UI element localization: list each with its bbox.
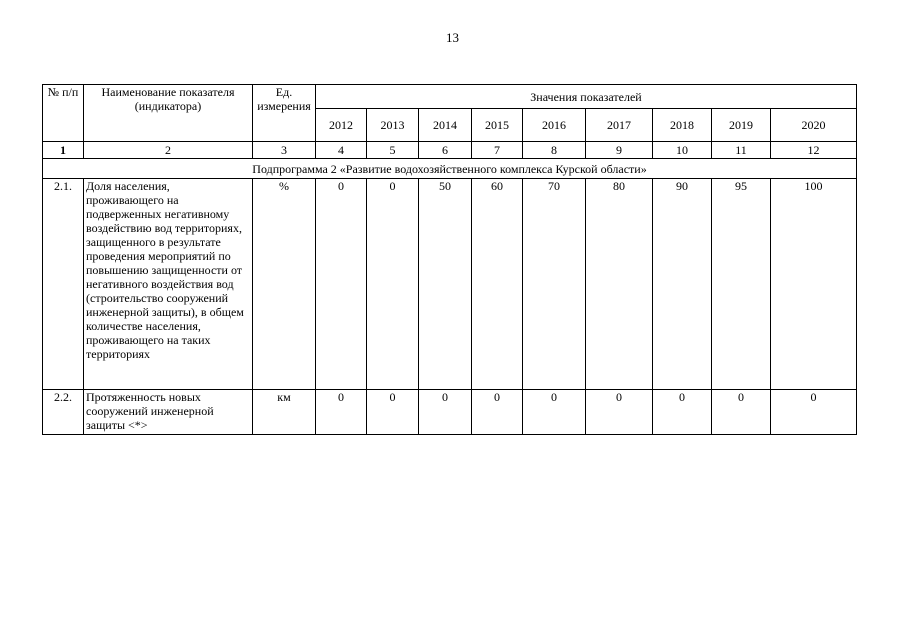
column-number: 10 [653,142,712,159]
value-cell: 0 [367,179,419,390]
header-year: 2019 [712,109,771,142]
header-year: 2018 [653,109,712,142]
subprogram-title: Подпрограмма 2 «Развитие водохозяйственного комплекса Курской области» [43,159,857,179]
row-number: 2.1. [43,179,84,390]
column-number: 4 [316,142,367,159]
value-cell: 50 [419,179,472,390]
value-cell: 0 [712,390,771,435]
indicators-table [42,84,857,435]
column-number: 11 [712,142,771,159]
value-cell: 0 [586,390,653,435]
value-cell: 100 [771,179,857,390]
value-cell: 80 [586,179,653,390]
table-row [43,390,857,435]
header-values-group: Значения показателей [316,85,857,109]
value-cell: 90 [653,179,712,390]
unit-cell: % [253,179,316,390]
header-year: 2020 [771,109,857,142]
value-cell: 0 [523,390,586,435]
column-number: 2 [84,142,253,159]
value-cell: 70 [523,179,586,390]
column-number: 6 [419,142,472,159]
column-number: 12 [771,142,857,159]
column-number: 8 [523,142,586,159]
header-col-num: № п/п [43,85,84,142]
column-number: 9 [586,142,653,159]
indicator-name: Доля населения, проживающего на подверженных негативному воздействию вод территориях, защищенного в результате проведения мероприятий по повышению защищенности от негативного воздействия вод (строительство сооружений инженерной защиты), в общем количестве населения, проживающего на таких территориях [84,179,253,390]
value-cell: 95 [712,179,771,390]
value-cell: 0 [771,390,857,435]
value-cell: 0 [419,390,472,435]
unit-cell: км [253,390,316,435]
column-number: 7 [472,142,523,159]
header-year: 2013 [367,109,419,142]
header-year: 2016 [523,109,586,142]
header-year: 2014 [419,109,472,142]
value-cell: 0 [316,179,367,390]
page-number: 13 [446,30,459,45]
column-numbers-row [43,142,857,159]
header-col-unit: Ед. измерения [253,85,316,142]
column-number: 1 [43,142,84,159]
value-cell: 0 [367,390,419,435]
value-cell: 0 [472,390,523,435]
column-number: 5 [367,142,419,159]
indicator-name: Протяженность новых сооружений инженерной защиты <*> [84,390,253,435]
header-year: 2012 [316,109,367,142]
column-number: 3 [253,142,316,159]
header-year: 2017 [586,109,653,142]
table-row [43,179,857,390]
header-year: 2015 [472,109,523,142]
value-cell: 0 [653,390,712,435]
value-cell: 60 [472,179,523,390]
row-number: 2.2. [43,390,84,435]
value-cell: 0 [316,390,367,435]
header-col-name: Наименование показателя (индикатора) [84,85,253,142]
